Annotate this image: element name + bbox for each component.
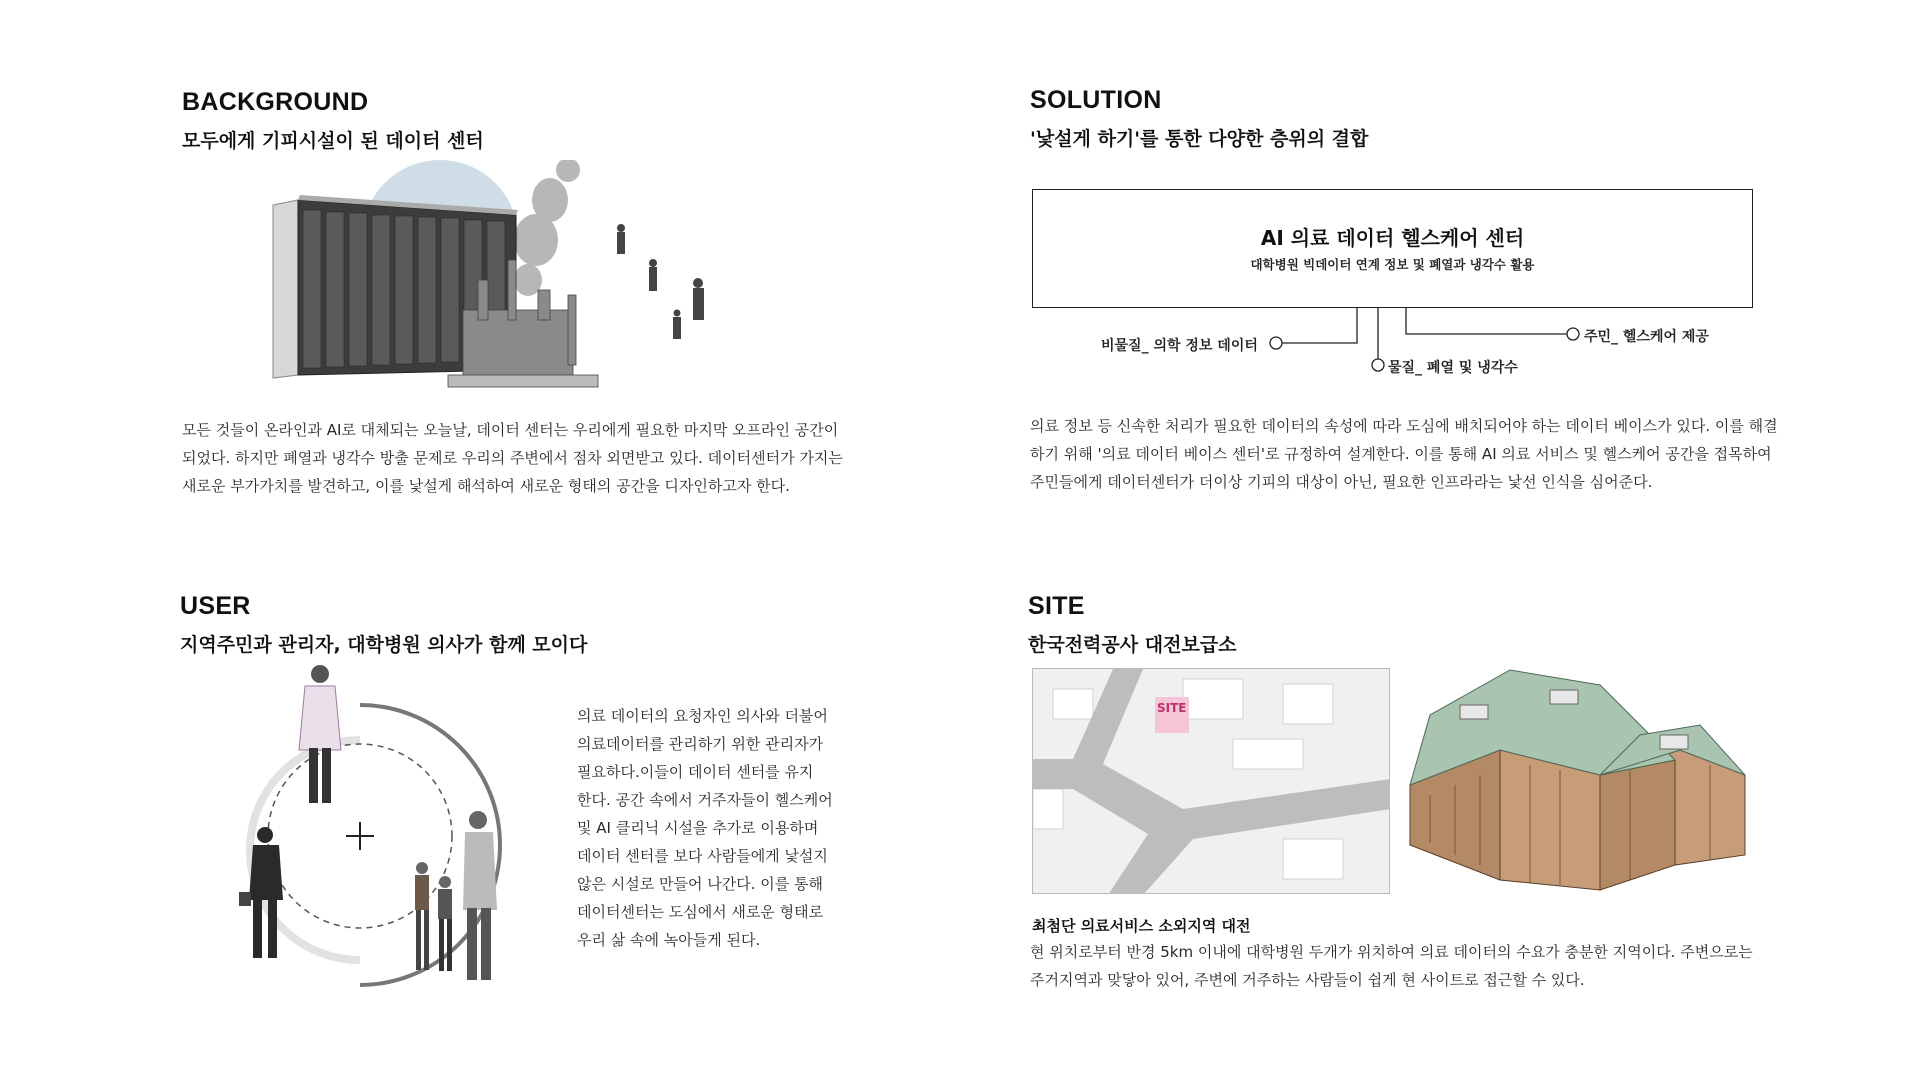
text-line: 데이터센터는 도심에서 새로운 형태로 (577, 903, 824, 921)
solution-body (1030, 412, 1778, 496)
solution-subtitle: '낯설게 하기'를 통한 다양한 층위의 결합 (1030, 128, 1369, 150)
text-line: 한다. 공간 속에서 거주자들이 헬스케어 (577, 791, 833, 809)
site-body (1030, 938, 1753, 994)
label-material: 물질_ 폐열 및 냉각수 (1388, 360, 1518, 376)
text-line: 의료 정보 등 신속한 처리가 필요한 데이터의 속성에 따라 도심에 배치되어야 하는 데이터 베이스가 있다. 이를 해결 (1030, 417, 1778, 435)
wall-right (1600, 760, 1675, 890)
text-line: 및 AI 클리닉 시설을 추가로 이용하며 (577, 819, 819, 837)
text-line: 않은 시설로 만들어 나간다. 이를 통해 (577, 875, 823, 893)
text-line: 하기 위해 '의료 데이터 베이스 센터'로 규정하여 설계한다. 이를 통해 AI 의료 서비스 및 헬스케어 공간을 접목하여 (1030, 445, 1772, 463)
background-body (182, 416, 843, 500)
users-illustration (225, 660, 525, 990)
text-line: 되었다. 하지만 폐열과 냉각수 방출 문제로 우리의 주변에서 점차 외면받고 있다. 데이터센터가 가지는 (182, 449, 843, 467)
smoke-icon (514, 160, 580, 296)
user-body (577, 702, 833, 954)
user-subtitle: 지역주민과 관리자, 대학병원 의사가 함께 모이다 (180, 634, 588, 656)
text-line: 의료 데이터의 요청자인 의사와 더불어 (577, 707, 828, 725)
text-line: 우리 삶 속에 녹아들게 된다. (577, 931, 761, 949)
text-line: 주거지역과 맞닿아 있어, 주변에 거주하는 사람들이 쉽게 현 사이트로 접근할 수 있다. (1030, 971, 1585, 989)
data-center-illustration (268, 160, 728, 410)
node-circle-icon (1567, 328, 1579, 340)
text-line: 데이터 센터를 보다 사람들에게 낯설지 (577, 847, 828, 865)
text-line: 현 위치로부터 반경 5km 이내에 대학병원 두개가 위치하여 의료 데이터의 수요가 충분한 지역이다. 주변으로는 (1030, 943, 1753, 961)
node-circle-icon (1270, 337, 1282, 349)
site-map-drawing (1033, 669, 1390, 894)
crosshair-icon (346, 822, 374, 850)
site-map-label: SITE (1157, 701, 1187, 715)
family-figure-icon (415, 811, 497, 980)
site-caption: 최첨단 의료서비스 소외지역 대전 (1032, 917, 1251, 935)
site-map (1032, 668, 1390, 894)
background-subtitle: 모두에게 기피시설이 된 데이터 센터 (182, 130, 484, 152)
concept-subtitle: 대학병원 빅데이터 연계 정보 및 폐열과 냉각수 활용 (1250, 257, 1535, 272)
text-line: 주민들에게 데이터센터가 더이상 기피의 대상이 아닌, 필요한 인프라라는 낯선 인식을 심어준다. (1030, 473, 1653, 491)
dormer (1550, 690, 1578, 704)
label-immaterial: 비물질_ 의학 정보 데이터 (1101, 338, 1258, 354)
node-circle-icon (1372, 359, 1384, 371)
text-line: 의료데이터를 관리하기 위한 관리자가 (577, 735, 824, 753)
solution-concept-box (1032, 189, 1753, 308)
solution-title: SOLUTION (1030, 86, 1162, 114)
background-title: BACKGROUND (182, 88, 369, 116)
user-title: USER (180, 592, 251, 620)
site-title: SITE (1028, 592, 1085, 620)
manager-figure-icon (239, 827, 283, 958)
people-icon (617, 224, 704, 339)
text-line: 필요하다.이들이 데이터 센터를 유지 (577, 763, 814, 781)
text-line: 새로운 부가가치를 발견하고, 이를 낯설게 해석하여 새로운 형태의 공간을 디자인하고자 한다. (182, 477, 790, 495)
text-line: 모든 것들이 온라인과 AI로 대체되는 오늘날, 데이터 센터는 우리에게 필요한 마지막 오프라인 공간이 (182, 421, 839, 439)
site-building-axonometric (1400, 665, 1752, 895)
site-subtitle: 한국전력공사 대전보급소 (1028, 634, 1237, 656)
doctor-figure-icon (299, 665, 341, 803)
dormer (1660, 735, 1688, 749)
label-resident: 주민_ 헬스케어 제공 (1584, 329, 1709, 345)
dormer (1460, 705, 1488, 719)
concept-title: AI 의료 데이터 헬스케어 센터 (1260, 226, 1525, 250)
